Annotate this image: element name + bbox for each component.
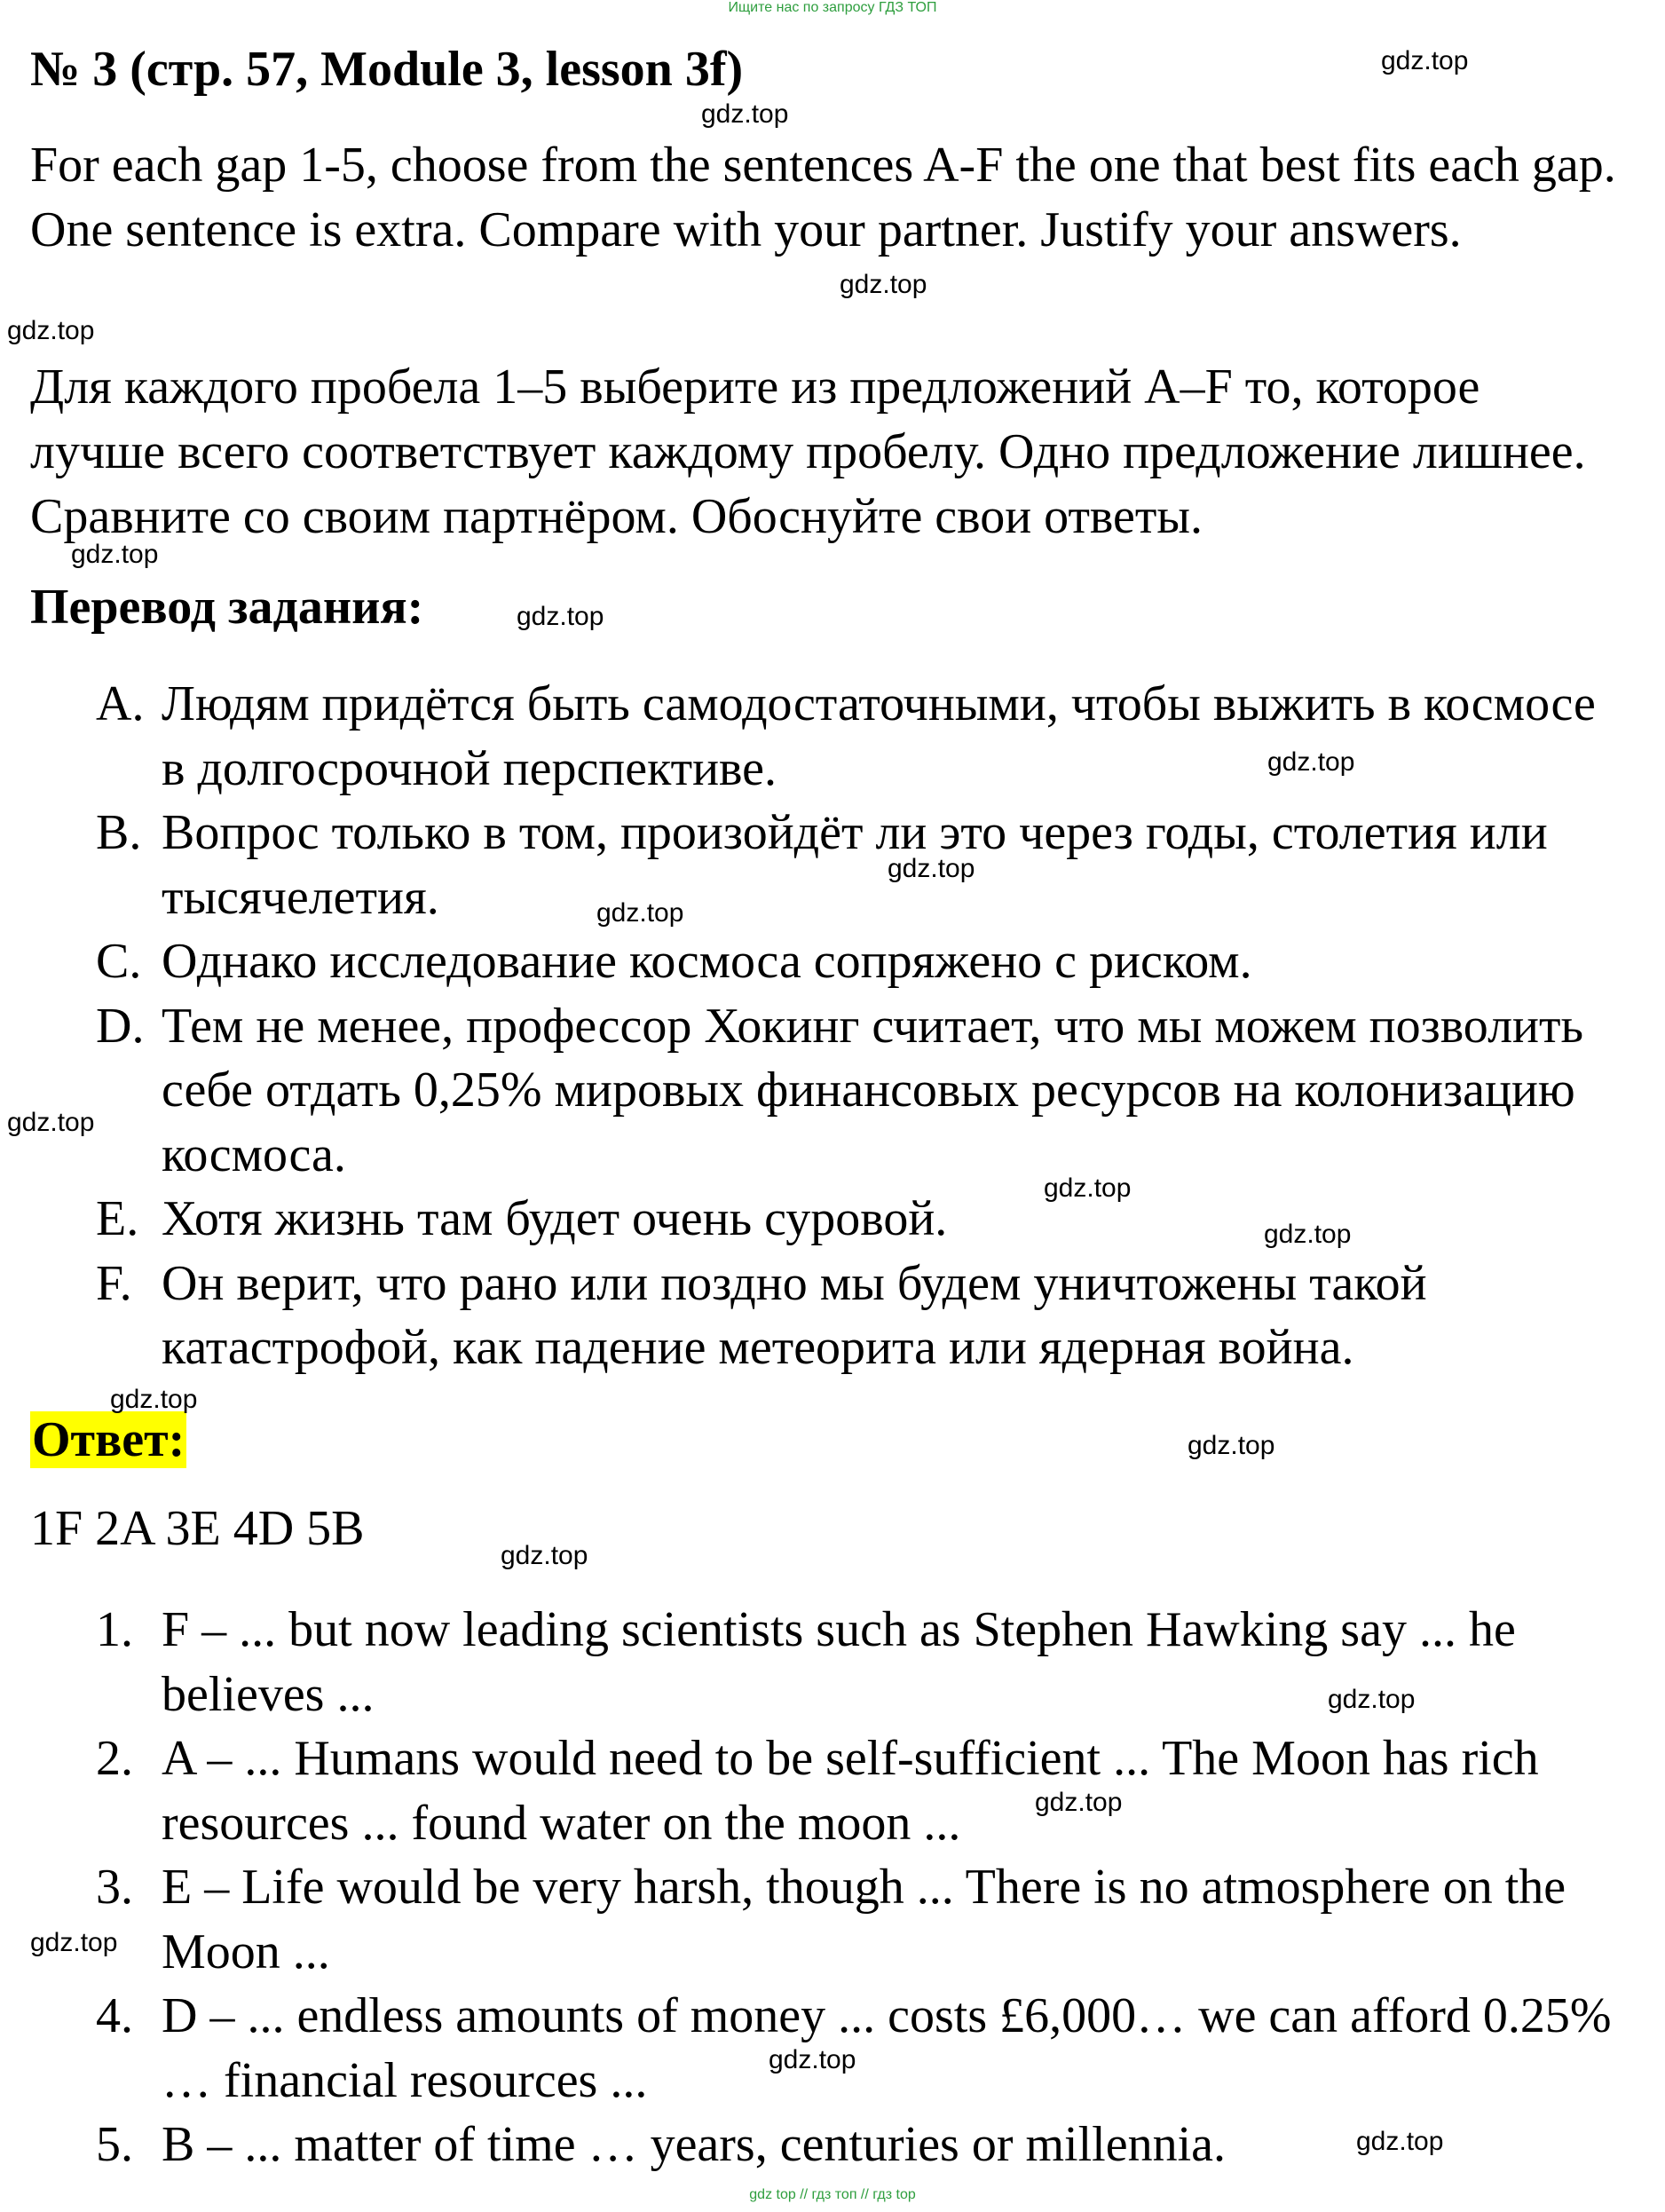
option-text: Он верит, что рано или поздно мы будем уничтожены такой катастрофой, как падение метеорита или ядерная война. xyxy=(162,1255,1427,1375)
watermark: gdz.top xyxy=(517,602,604,631)
top-banner: Ищите нас по запросу ГДЗ ТОП xyxy=(728,0,937,15)
option-text: Людям придётся быть самодостаточными, чтобы выжить в космосе в долгосрочной перспективе. xyxy=(162,676,1596,796)
explanation-number: 3. xyxy=(96,1860,133,1915)
watermark: gdz.top xyxy=(1044,1173,1132,1203)
watermark: gdz.top xyxy=(888,854,975,883)
option-letter: C. xyxy=(96,934,142,989)
watermark: gdz.top xyxy=(1188,1431,1275,1460)
task-text-en: For each gap 1-5, choose from the sentences A-F the one that best fits each gap. One sentence is extra. Compare with your partner. Justify your answers. xyxy=(30,138,1616,257)
bottom-banner: gdz top // гдз топ // гдз top xyxy=(749,2187,916,2202)
explanation-text: A – ... Humans would need to be self-sufficient ... The Moon has rich resources ... found water on the moon ... xyxy=(162,1731,1539,1851)
explanation-number: 1. xyxy=(96,1602,133,1657)
option-item xyxy=(96,672,1619,801)
option-item xyxy=(96,1187,1619,1252)
option-item xyxy=(96,1252,1619,1380)
explanation-number: 2. xyxy=(96,1731,133,1786)
option-letter: E. xyxy=(96,1191,139,1246)
explanation-text: B – ... matter of time … years, centuries or millennia. xyxy=(162,2117,1226,2172)
watermark: gdz.top xyxy=(1035,1788,1123,1817)
watermark: gdz.top xyxy=(110,1385,198,1414)
watermark: gdz.top xyxy=(1264,1220,1352,1249)
watermark: gdz.top xyxy=(1267,747,1355,777)
watermark: gdz.top xyxy=(7,1108,95,1137)
answers-summary: 1F 2A 3E 4D 5B xyxy=(30,1501,365,1556)
watermark: gdz.top xyxy=(840,270,927,299)
watermark: gdz.top xyxy=(71,540,159,569)
watermark: gdz.top xyxy=(769,2045,856,2074)
option-text: Тем не менее, профессор Хокинг считает, что мы можем позволить себе отдать 0,25% мировых финансовых ресурсов на колонизацию космоса. xyxy=(162,998,1583,1182)
explanation-item xyxy=(96,1855,1619,1984)
watermark: gdz.top xyxy=(701,99,789,129)
option-item xyxy=(96,801,1619,929)
option-letter: F. xyxy=(96,1255,132,1311)
option-letter: D. xyxy=(96,998,145,1054)
watermark: gdz.top xyxy=(596,898,684,928)
watermark: gdz.top xyxy=(1356,2127,1444,2156)
option-text: Хотя жизнь там будет очень суровой. xyxy=(162,1191,948,1246)
explanation-text: D – ... endless amounts of money ... costs £6,000… we can afford 0.25% … financial resources ... xyxy=(162,1988,1612,2108)
option-letter: B. xyxy=(96,805,142,860)
watermark: gdz.top xyxy=(1328,1685,1416,1714)
task-text-ru: Для каждого пробела 1–5 выберите из предложений A–F то, которое лучше всего соответствует каждому пробелу. Одно предложение лишнее. Сравните со своим партнёром. Обоснуйте свои ответы. xyxy=(30,359,1586,544)
option-text: Вопрос только в том, произойдёт ли это через годы, столетия или тысячелетия. xyxy=(162,805,1548,925)
explanation-text: F – ... but now leading scientists such as Stephen Hawking say ... he believes ... xyxy=(162,1602,1516,1722)
explanation-number: 5. xyxy=(96,2117,133,2172)
option-item xyxy=(96,994,1619,1188)
explanation-item xyxy=(96,1984,1619,2113)
explanation-item xyxy=(96,1726,1619,1855)
explanation-number: 4. xyxy=(96,1988,133,2043)
watermark: gdz.top xyxy=(501,1541,588,1570)
translation-heading: Перевод задания: xyxy=(30,580,424,635)
watermark: gdz.top xyxy=(30,1928,118,1957)
option-letter: A. xyxy=(96,676,145,731)
watermark: gdz.top xyxy=(7,316,95,345)
watermark: gdz.top xyxy=(1381,46,1469,75)
explanation-text: E – Life would be very harsh, though ... There is no atmosphere on the Moon ... xyxy=(162,1860,1566,1979)
option-text: Однако исследование космоса сопряжено с риском. xyxy=(162,934,1252,989)
option-item xyxy=(96,929,1619,994)
options-list xyxy=(96,672,1619,1380)
page-title: № 3 (стр. 57, Module 3, lesson 3f) xyxy=(30,42,744,97)
answer-label: Ответ: xyxy=(32,1412,185,1467)
